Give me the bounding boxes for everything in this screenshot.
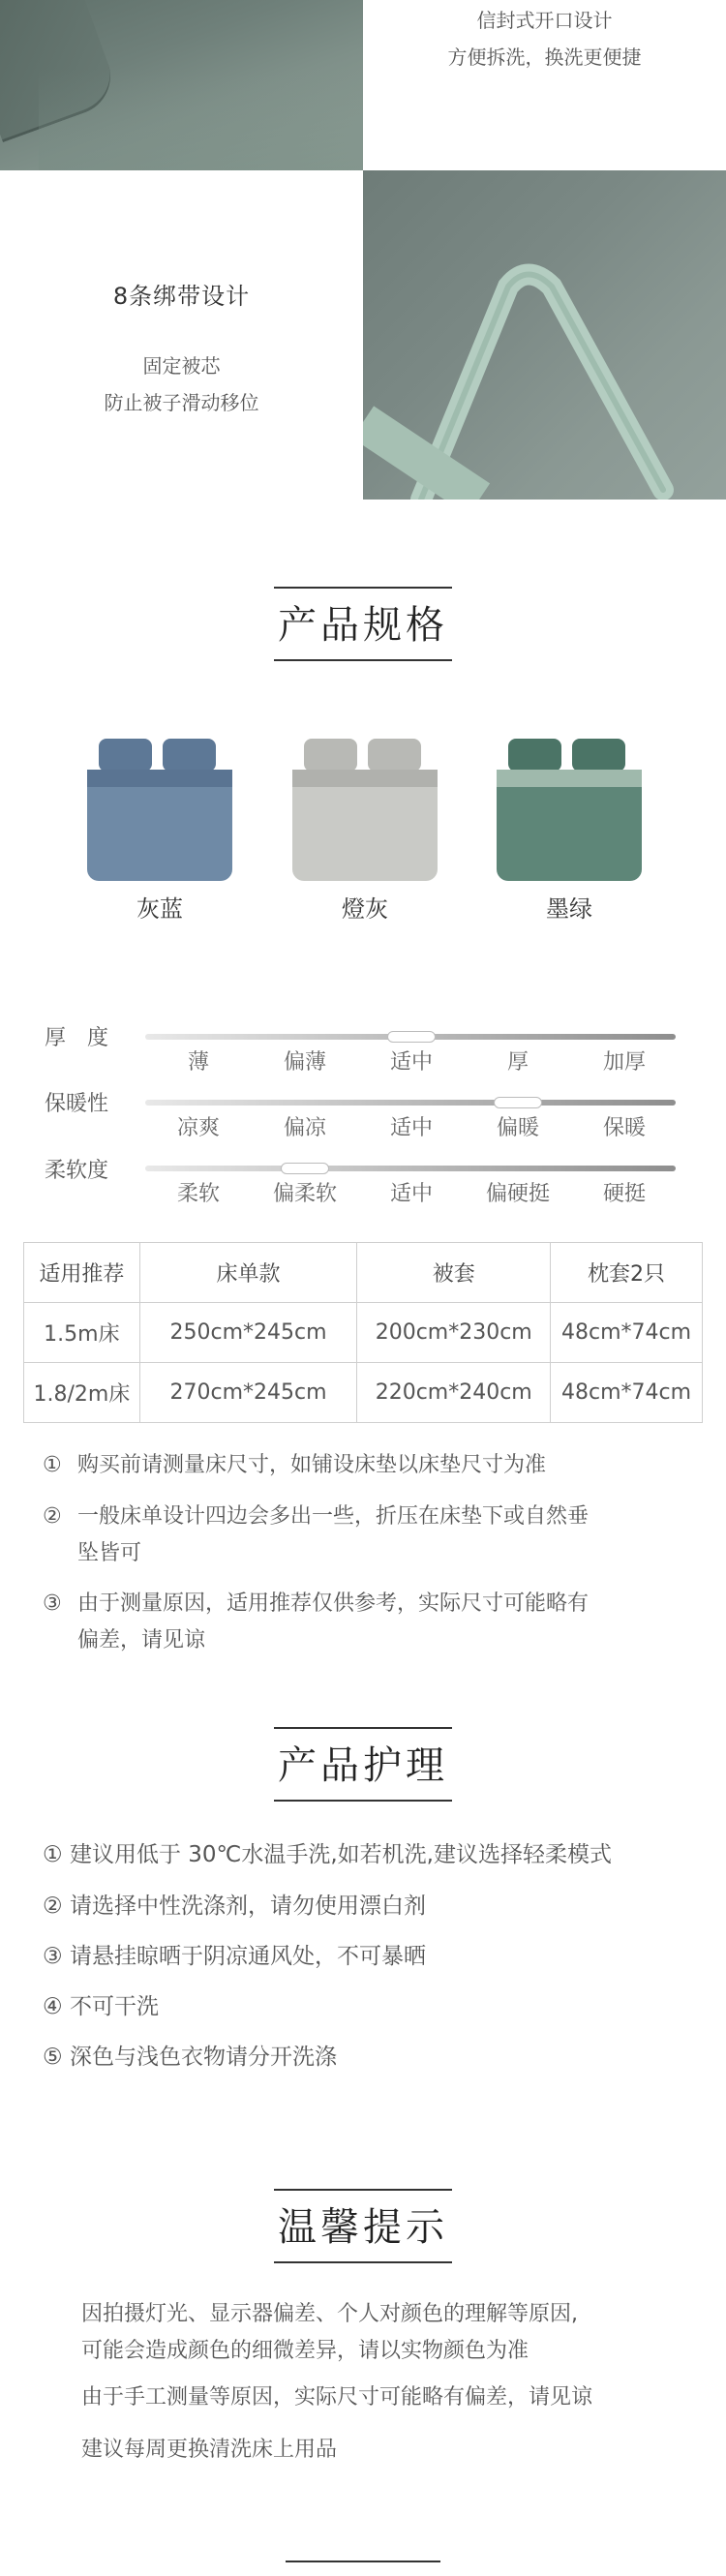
table-cell: 220cm*240cm bbox=[357, 1363, 551, 1423]
note-number: ② bbox=[43, 1504, 62, 1529]
table-row bbox=[24, 1303, 703, 1363]
color-option-gray-blue[interactable] bbox=[77, 731, 242, 924]
scale-tick: 适中 bbox=[389, 1116, 433, 1140]
size-note-1 bbox=[43, 1447, 701, 1484]
scale-tick: 偏柔软 bbox=[272, 1182, 337, 1206]
size-note-2 bbox=[43, 1499, 701, 1572]
table-header: 被套 bbox=[357, 1243, 551, 1303]
care-section-title bbox=[0, 1727, 726, 1802]
scale-track-softness bbox=[145, 1166, 676, 1171]
scale-tick: 适中 bbox=[389, 1182, 433, 1206]
scale-tick: 硬挺 bbox=[602, 1182, 646, 1206]
care-number: ② bbox=[43, 1894, 63, 1919]
note-text-cont: 坠皆可 bbox=[77, 1541, 142, 1565]
care-item bbox=[43, 1938, 711, 1970]
envelope-opening-photo bbox=[0, 0, 363, 170]
tip-line: 建议每周更换清洗床上用品 bbox=[81, 2438, 338, 2462]
color-option-dark-green[interactable] bbox=[487, 731, 651, 924]
care-number: ④ bbox=[43, 1994, 63, 2019]
note-number: ① bbox=[43, 1453, 62, 1477]
scale-tick: 适中 bbox=[389, 1050, 433, 1075]
tips-section-title bbox=[0, 2189, 726, 2263]
scale-knob-softness bbox=[281, 1163, 329, 1174]
scale-tick: 凉爽 bbox=[176, 1116, 220, 1140]
ties-caption-line1: 固定被芯 bbox=[142, 354, 221, 378]
scale-knob-warmth bbox=[494, 1097, 542, 1108]
next-section-rule bbox=[286, 2561, 440, 2562]
ties-photo bbox=[363, 170, 726, 500]
table-row bbox=[24, 1363, 703, 1423]
table-cell: 48cm*74cm bbox=[551, 1363, 703, 1423]
ties-caption bbox=[0, 277, 363, 421]
table-cell: 200cm*230cm bbox=[357, 1303, 551, 1363]
care-item bbox=[43, 2039, 711, 2071]
table-header: 枕套2只 bbox=[551, 1243, 703, 1303]
table-cell: 250cm*245cm bbox=[139, 1303, 357, 1363]
bed-swatch-dark-green bbox=[487, 731, 651, 886]
note-text: 由于测量原因，适用推荐仅供参考，实际尺寸可能略有 bbox=[77, 1591, 590, 1616]
bed-swatch-gray bbox=[283, 731, 447, 886]
scale-tick: 薄 bbox=[187, 1050, 209, 1075]
note-text-cont: 偏差，请见谅 bbox=[77, 1628, 206, 1652]
scale-label-softness: 柔软度 bbox=[45, 1159, 109, 1183]
scale-label-warmth: 保暖性 bbox=[45, 1092, 109, 1116]
table-cell: 1.5m床 bbox=[24, 1303, 140, 1363]
care-text: 深色与浅色衣物请分开洗涤 bbox=[69, 2045, 337, 2070]
color-label-dark-green: 墨绿 bbox=[546, 895, 592, 923]
color-label-gray: 燈灰 bbox=[342, 895, 388, 923]
ties-caption-title: 8条绑带设计 bbox=[112, 283, 251, 310]
scale-tick: 偏凉 bbox=[283, 1116, 326, 1140]
table-cell: 48cm*74cm bbox=[551, 1303, 703, 1363]
care-text: 请悬挂晾晒于阴凉通风处，不可暴晒 bbox=[69, 1944, 426, 1969]
tips-title-text: 温馨提示 bbox=[274, 2189, 452, 2263]
scale-track-warmth bbox=[145, 1100, 676, 1106]
table-cell: 270cm*245cm bbox=[139, 1363, 357, 1423]
table-header: 床单款 bbox=[139, 1243, 357, 1303]
care-item bbox=[43, 1988, 711, 2020]
scale-tick: 柔软 bbox=[176, 1182, 220, 1206]
envelope-caption bbox=[363, 2, 726, 76]
scale-tick: 偏薄 bbox=[283, 1050, 326, 1075]
care-text: 不可干洗 bbox=[69, 1994, 159, 2019]
tip-line: 因拍摄灯光、显示器偏差、个人对颜色的理解等原因, bbox=[81, 2302, 578, 2326]
care-number: ⑤ bbox=[43, 2045, 63, 2070]
scale-label-thickness: 厚 度 bbox=[45, 1026, 109, 1050]
note-text: 一般床单设计四边会多出一些，折压在床垫下或自然垂 bbox=[77, 1504, 590, 1529]
scale-tick: 偏暖 bbox=[496, 1116, 539, 1140]
care-title-text: 产品护理 bbox=[274, 1727, 452, 1802]
ties-caption-line2: 防止被子滑动移位 bbox=[104, 391, 259, 414]
care-text: 请选择中性洗涤剂，请勿使用漂白剂 bbox=[69, 1894, 426, 1919]
tip-line: 可能会造成颜色的细微差异，请以实物颜色为准 bbox=[81, 2339, 529, 2363]
bed-swatch-gray-blue bbox=[77, 731, 242, 886]
care-item bbox=[43, 1888, 711, 1920]
care-number: ① bbox=[43, 1842, 63, 1867]
spec-title-text: 产品规格 bbox=[274, 587, 452, 661]
envelope-caption-line2: 方便拆洗，换洗更便捷 bbox=[447, 45, 642, 69]
tip-line: 由于手工测量等原因，实际尺寸可能略有偏差，请见谅 bbox=[81, 2385, 593, 2409]
scale-knob-thickness bbox=[387, 1031, 436, 1043]
table-header-row bbox=[24, 1243, 703, 1303]
note-number: ③ bbox=[43, 1591, 62, 1616]
scale-tick: 保暖 bbox=[602, 1116, 646, 1140]
ribbon-illustration bbox=[363, 170, 726, 500]
care-item bbox=[43, 1836, 711, 1868]
spec-section-title bbox=[0, 587, 726, 661]
care-number: ③ bbox=[43, 1944, 63, 1969]
size-note-3 bbox=[43, 1586, 701, 1659]
size-table bbox=[23, 1242, 703, 1423]
scale-tick: 加厚 bbox=[602, 1050, 646, 1075]
table-header: 适用推荐 bbox=[24, 1243, 140, 1303]
care-text: 建议用低于 30℃水温手洗,如若机洗,建议选择轻柔模式 bbox=[69, 1842, 612, 1867]
color-label-gray-blue: 灰蓝 bbox=[136, 895, 183, 923]
table-cell: 1.8/2m床 bbox=[24, 1363, 140, 1423]
scale-tick: 厚 bbox=[506, 1050, 529, 1075]
envelope-caption-line1: 信封式开口设计 bbox=[476, 9, 613, 32]
color-option-gray[interactable] bbox=[283, 731, 447, 924]
scale-tick: 偏硬挺 bbox=[485, 1182, 550, 1206]
note-text: 购买前请测量床尺寸，如铺设床垫以床垫尺寸为准 bbox=[77, 1453, 547, 1477]
photo-shade bbox=[39, 0, 363, 170]
